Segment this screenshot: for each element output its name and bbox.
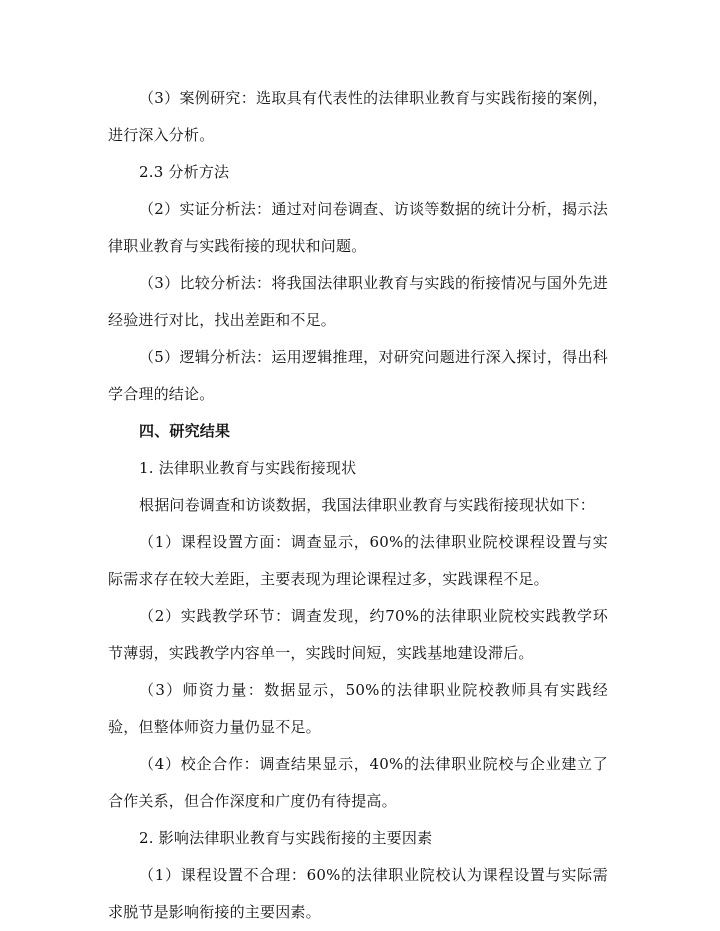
paragraph-school-enterprise: （4）校企合作：调查结果显示，40%的法律职业院校与企业建立了合作关系，但合作深度和广度仍有待提高。	[108, 755, 608, 810]
paragraph-logical-analysis: （5）逻辑分析法：运用逻辑推理，对研究问题进行深入探讨，得出科学合理的结论。	[108, 348, 608, 403]
paragraph-practice-teaching: （2）实践教学环节：调查发现，约70%的法律职业院校实践教学环节薄弱，实践教学内容单一，实践时间短，实践基地建设滞后。	[108, 607, 608, 662]
subheading-current-status: 1. 法律职业教育与实践衔接现状	[139, 459, 357, 477]
section-heading-analysis-methods: 2.3 分析方法	[139, 163, 230, 181]
paragraph-comparative-analysis: （3）比较分析法：将我国法律职业教育与实践的衔接情况与国外先进经验进行对比，找出差距和不足。	[108, 274, 608, 329]
paragraph-faculty: （3）师资力量：数据显示，50%的法律职业院校教师具有实践经验，但整体师资力量仍显不足。	[108, 681, 608, 736]
subheading-main-factors: 2. 影响法律职业教育与实践衔接的主要因素	[139, 829, 433, 847]
paragraph-curriculum: （1）课程设置方面：调查显示，60%的法律职业院校课程设置与实际需求存在较大差距，主要表现为理论课程过多，实践课程不足。	[108, 533, 608, 588]
paragraph-case-study: （3）案例研究：选取具有代表性的法律职业教育与实践衔接的案例，进行深入分析。	[108, 89, 608, 144]
document-body	[108, 80, 608, 931]
chapter-heading-results: 四、研究结果	[139, 422, 231, 440]
paragraph-status-intro: 根据问卷调查和访谈数据，我国法律职业教育与实践衔接现状如下：	[139, 496, 596, 514]
paragraph-curriculum-factor: （1）课程设置不合理：60%的法律职业院校认为课程设置与实际需求脱节是影响衔接的主要因素。	[108, 866, 608, 921]
paragraph-empirical-analysis: （2）实证分析法：通过对问卷调查、访谈等数据的统计分析，揭示法律职业教育与实践衔接的现状和问题。	[108, 200, 608, 255]
